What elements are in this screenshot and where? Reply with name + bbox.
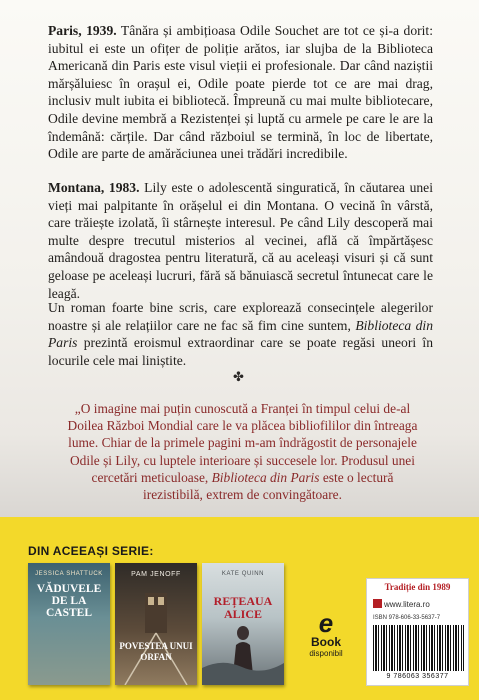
- isbn-text: ISBN 978-606-33-5637-7: [373, 615, 441, 621]
- synopsis-paragraph-paris: [48, 22, 433, 163]
- paragraph-text: prezintă eroismul extraordinar care se poate regăsi uneori în locurile cele mai liniștite.: [48, 335, 433, 368]
- paragraph-text: Un roman foarte bine scris, care explorează consecințele alegerilor noastre și ale relațiilor care ne fac să fim cine suntem,: [48, 300, 433, 333]
- publisher-website: [373, 599, 430, 609]
- publisher-tradition: Tradiție din 1989: [384, 582, 451, 592]
- paragraph-text: Tânăra și ambițioasa Odile Souchet are tot ce și-a dorit: iubitul ei este un ofițer de poliție arătos, iar slujba de la Biblioteca Americană din Paris este visul vieții ei profesionale. Dar când naziștii mărșăluiesc în orașul ei, Odile poate pierde tot ce are mai drag, inclusiv mult iubita ei bibliotecă. Împreună cu mai multe bibliotecare, Odile devine membră a Rezistenței și luptă cu armele pe care le are la îndemână: cărțile. Dar când războiul se termină, în loc de libertate, Odile are parte de amărăciunea unei trădări incredibile.: [48, 23, 433, 162]
- barcode-icon: [373, 625, 464, 671]
- review-quote: [60, 400, 425, 520]
- series-book-cover-1: [28, 563, 110, 685]
- series-book-cover-3: [202, 563, 284, 685]
- book-title-italic: Biblioteca din Paris: [48, 317, 433, 351]
- series-heading: DIN ACEEAȘI SERIE:: [28, 544, 154, 558]
- publisher-info-box: [366, 578, 469, 686]
- website-text: www.litera.ro: [384, 600, 430, 609]
- book-title: VĂDUVELE DE LA CASTEL: [36, 583, 102, 619]
- railway-illustration-icon: [115, 563, 197, 685]
- series-book-cover-2: [115, 563, 197, 685]
- quote-book-title: Biblioteca din Paris: [211, 469, 320, 485]
- paragraph-lead: Montana, 1983.: [48, 180, 140, 195]
- book-author: KATE QUINN: [221, 571, 265, 577]
- book-title: POVESTEA UNUI ORFAN: [119, 641, 193, 662]
- ebook-availability: disponibil: [309, 649, 343, 658]
- paragraph-text: Lily este o adolescentă singuratică, în căutarea unei vieți mai palpitante în orășelul ei din Montana. O vecină în vârstă, care trăiește izolată, îi stârnește interesul. Pe când Lily descoperă mai multe despre trecutul misterios al vecinei, află că împărtășesc amândouă dragostea pentru literatură, că au aceleași visuri și că sunt geloase pe aceleași lucruri, fără să bănuiască secretul întunecat care le leagă.: [48, 180, 433, 301]
- quote-text: „O imagine mai puțin cunoscută a Franței în timpul celui de-al Doilea Război Mondial care le va plăcea bibliofililor din întreaga lume. Chiar de la primele pagini m-am îndrăgostit de personajele Odile și Lily, cu luptele interioare și succesele lor. Produsul unei cercetări meticuloase,: [67, 401, 418, 485]
- litera-logo-icon: [373, 599, 382, 608]
- woman-silhouette-icon: [202, 563, 284, 685]
- ornament-icon: ✤: [233, 369, 244, 384]
- ebook-icon: e: [318, 608, 334, 638]
- ebook-badge: [296, 610, 356, 659]
- synopsis-paragraph-summary: [48, 299, 433, 369]
- ebook-label: Book: [311, 635, 341, 649]
- book-author: PAM JENOFF: [131, 571, 181, 578]
- book-title: REȚEAUA ALICE: [213, 594, 273, 621]
- paragraph-lead: Paris, 1939.: [48, 23, 117, 38]
- quote-text: este o lectură irezistibilă, extrem de convingătoare.: [143, 469, 394, 503]
- synopsis-paragraph-montana: [48, 179, 433, 302]
- book-author: JESSICA SHATTUCK: [35, 571, 103, 577]
- barcode-number: 9 786063 356377: [386, 673, 449, 680]
